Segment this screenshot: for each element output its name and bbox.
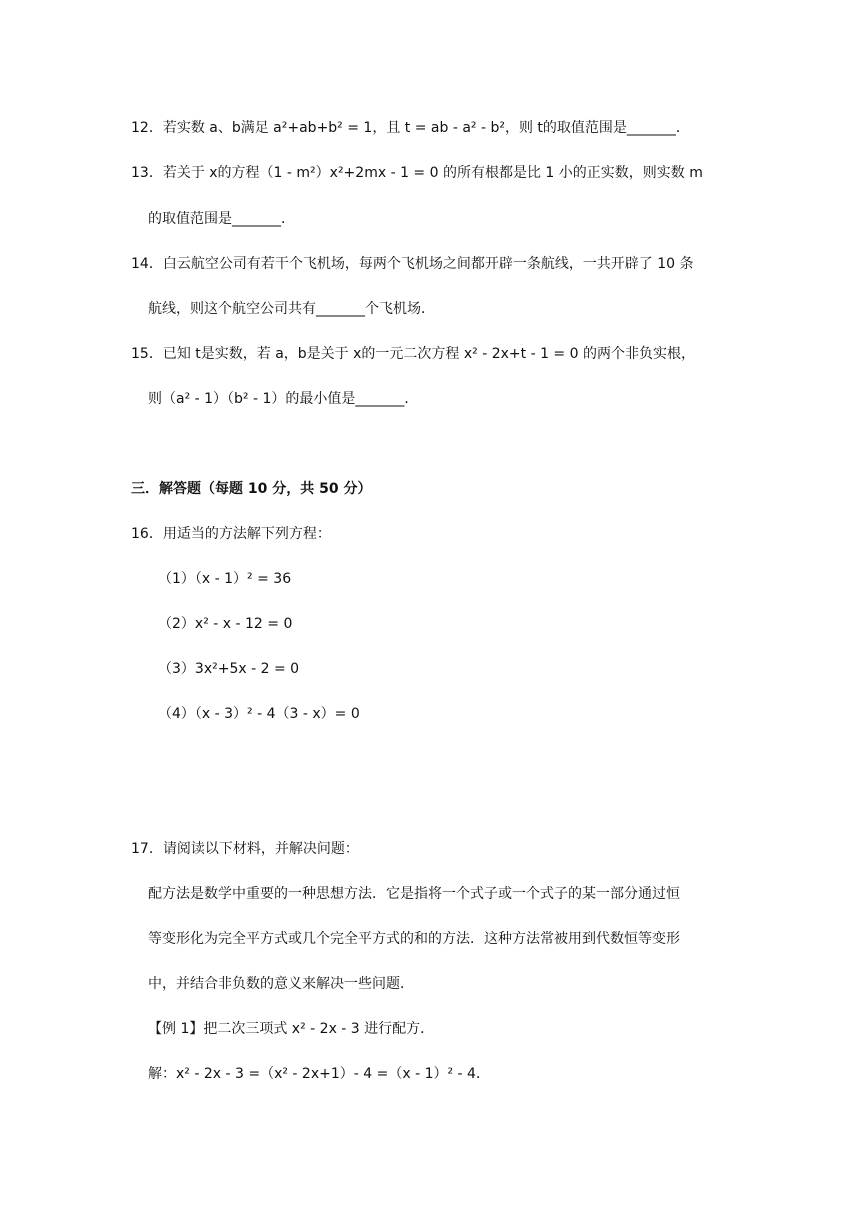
section-heading: 三．解答题（每题 10 分，共 50 分） xyxy=(131,481,372,497)
question-17-paragraph-3: 中，并结合非负数的意义来解决一些问题． xyxy=(148,976,414,992)
question-14-line-2: 航线，则这个航空公司共有_______个飞机场． xyxy=(148,301,435,317)
question-13-line-1: 13．若关于 x的方程（1 - m²）x²+2mx - 1 = 0 的所有根都是比 1 小的正实数，则实数 m xyxy=(131,165,703,181)
question-14-line-1: 14．白云航空公司有若干个飞机场，每两个飞机场之间都开辟一条航线，一共开辟了 10 条 xyxy=(131,256,694,272)
question-16-stem: 16．用适当的方法解下列方程： xyxy=(131,526,331,542)
question-17-paragraph-2: 等变形化为完全平方式或几个完全平方式的和的方法．这种方法常被用到代数恒等变形 xyxy=(148,931,680,947)
question-12: 12．若实数 a、b满足 a²+ab+b² = 1，且 t = ab - a² - b²，则 t的取值范围是_______． xyxy=(131,120,690,136)
question-16-item-3: （3）3x²+5x - 2 = 0 xyxy=(158,661,300,677)
question-17-paragraph-1: 配方法是数学中重要的一种思想方法．它是指将一个式子或一个式子的某一部分通过恒 xyxy=(148,886,680,902)
question-16-item-2: （2）x² - x - 12 = 0 xyxy=(158,616,293,632)
question-17-solution: 解：x² - 2x - 3 =（x² - 2x+1）- 4 =（x - 1）² - 4． xyxy=(148,1066,490,1082)
question-15-line-1: 15．已知 t是实数，若 a，b是关于 x的一元二次方程 x² - 2x+t - 1 = 0 的两个非负实根， xyxy=(131,346,695,362)
question-16-item-4: （4）（x - 3）² - 4（3 - x）= 0 xyxy=(158,706,360,722)
question-17-example: 【例 1】把二次三项式 x² - 2x - 3 进行配方． xyxy=(148,1021,435,1037)
question-15-line-2: 则（a² - 1）（b² - 1）的最小值是_______． xyxy=(148,391,419,407)
question-13-line-2: 的取值范围是_______． xyxy=(148,211,295,227)
question-17-stem: 17．请阅读以下材料，并解决问题： xyxy=(131,841,359,857)
question-16-item-1: （1）（x - 1）² = 36 xyxy=(158,571,292,587)
